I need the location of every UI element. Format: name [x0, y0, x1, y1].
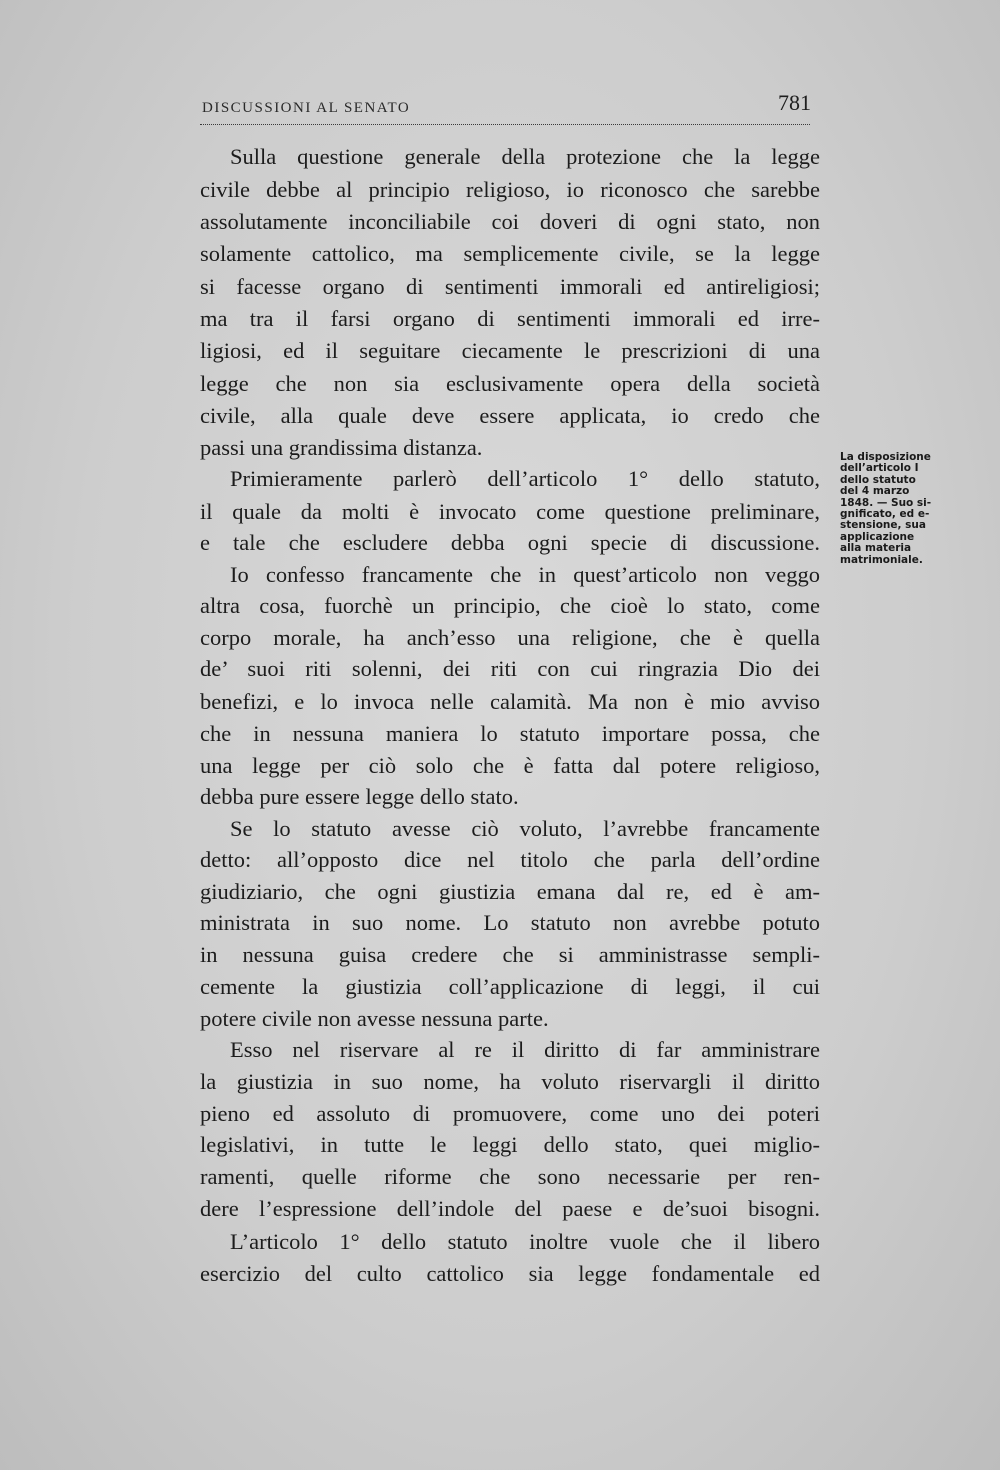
- running-title: DISCUSSIONI AL SENATO: [202, 100, 411, 116]
- text-line: benefizi, e lo invoca nelle calamità. Ma non è mio avviso: [200, 689, 820, 714]
- text-line: dere l’espressione dell’indole del paese e de’suoi bisogni.: [200, 1196, 820, 1221]
- marginal-note-line: dello statuto: [840, 473, 916, 486]
- text-line: il quale da molti è invocato come questione preliminare,: [200, 499, 820, 524]
- text-line: assolutamente inconciliabile coi doveri di ogni stato, non: [200, 209, 820, 234]
- text-line: e tale che escludere debba ogni specie di discussione.: [200, 530, 820, 555]
- text-line: civile debbe al principio religioso, io riconosco che sarebbe: [200, 177, 820, 202]
- header-rule: [200, 124, 810, 125]
- text-line: Esso nel riservare al re il diritto di far amministrare: [230, 1037, 820, 1062]
- marginal-note-line: dell’articolo I: [840, 462, 919, 475]
- text-line: ma tra il farsi organo di sentimenti immorali ed irre-: [200, 306, 820, 331]
- text-line: civile, alla quale deve essere applicata, io credo che: [200, 403, 820, 428]
- text-line: in nessuna guisa credere che si amministrasse sempli-: [200, 942, 820, 967]
- text-line: Primieramente parlerò dell’articolo 1° dello statuto,: [230, 466, 820, 491]
- marginal-note-line: 1848. — Suo si-: [840, 496, 932, 509]
- text-line: Se lo statuto avesse ciò voluto, l’avrebbe francamente: [230, 816, 820, 841]
- marginal-note-line: La disposizione: [840, 451, 931, 463]
- text-line: L’articolo 1° dello statuto inoltre vuole che il libero: [230, 1229, 820, 1254]
- text-line: una legge per ciò solo che è fatta dal potere religioso,: [200, 753, 820, 778]
- text-line: ramenti, quelle riforme che sono necessarie per ren-: [200, 1164, 820, 1189]
- text-line: cemente la giustizia coll’applicazione di leggi, il cui: [200, 974, 820, 999]
- text-line: si facesse organo di sentimenti immorali ed antireligiosi;: [200, 274, 820, 299]
- marginal-note-line: stensione, sua: [840, 519, 926, 532]
- text-line: corpo morale, ha anch’esso una religione, che è quella: [200, 625, 820, 650]
- text-line: Sulla questione generale della protezione che la legge: [230, 144, 820, 169]
- text-line: pieno ed assoluto di promuovere, come uno dei poteri: [200, 1101, 820, 1126]
- text-line: passi una grandissima distanza.: [200, 435, 483, 460]
- text-line: che in nessuna maniera lo statuto importare possa, che: [200, 721, 820, 746]
- marginal-note-line: matrimoniale.: [840, 553, 923, 566]
- text-line: ministrata in suo nome. Lo statuto non avrebbe potuto: [200, 910, 820, 935]
- text-line: giudiziario, che ogni giustizia emana dal re, ed è am-: [200, 879, 820, 904]
- text-line: legislativi, in tutte le leggi dello stato, quei miglio-: [200, 1132, 820, 1157]
- page-number: 781: [778, 90, 811, 115]
- marginal-note: [840, 452, 950, 566]
- text-line: de’ suoi riti solenni, dei riti con cui ringrazia Dio dei: [200, 656, 820, 681]
- text-line: solamente cattolico, ma semplicemente civile, se la legge: [200, 241, 820, 266]
- marginal-note-line: del 4 marzo: [840, 485, 910, 498]
- text-line: debba pure essere legge dello stato.: [200, 784, 519, 809]
- text-line: la giustizia in suo nome, ha voluto riservargli il diritto: [200, 1069, 820, 1094]
- marginal-note-line: applicazione: [840, 530, 915, 543]
- text-line: altra cosa, fuorchè un principio, che cioè lo stato, come: [200, 593, 820, 618]
- marginal-note-line: gnificato, ed e-: [840, 508, 930, 521]
- text-line: Io confesso francamente che in quest’articolo non veggo: [230, 562, 820, 587]
- text-line: potere civile non avesse nessuna parte.: [200, 1006, 549, 1031]
- marginal-note-line: alla materia: [840, 542, 912, 555]
- text-line: legge che non sia esclusivamente opera della società: [200, 371, 820, 396]
- text-line: detto: all’opposto dice nel titolo che parla dell’ordine: [200, 847, 820, 872]
- text-line: ligiosi, ed il seguitare ciecamente le prescrizioni di una: [200, 338, 820, 363]
- text-line: esercizio del culto cattolico sia legge fondamentale ed: [200, 1261, 820, 1286]
